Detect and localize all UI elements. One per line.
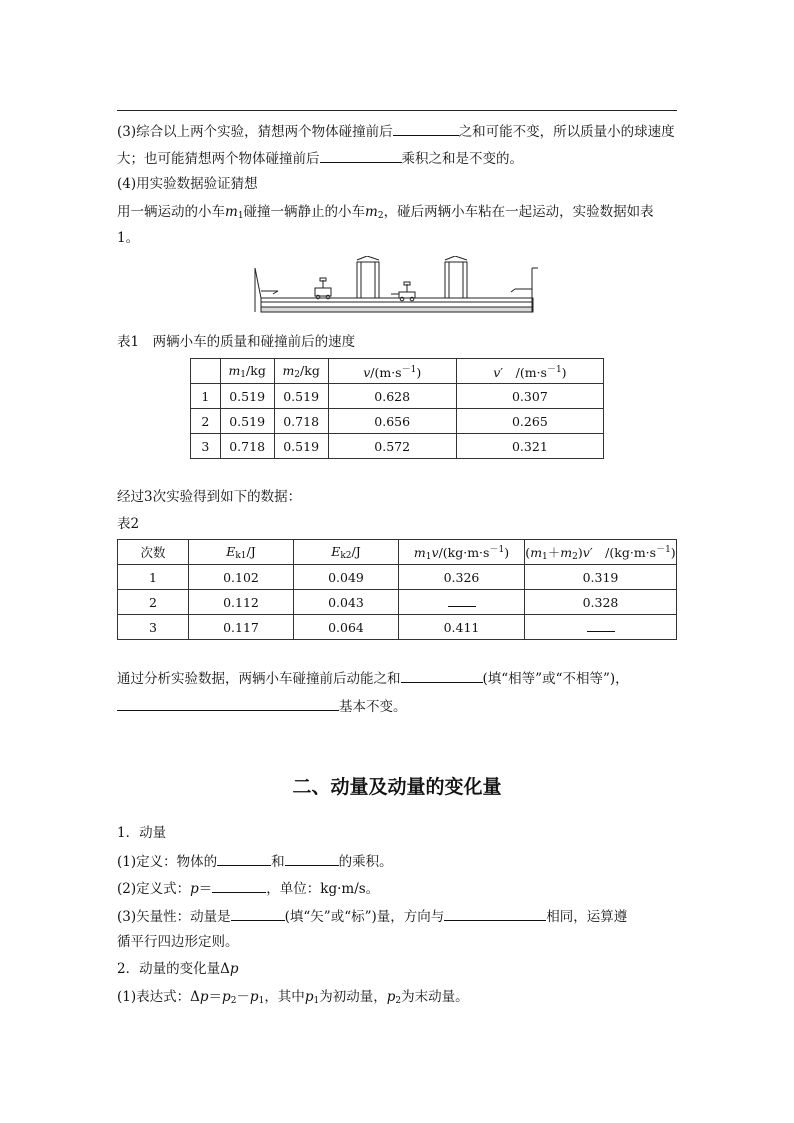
fill-in-cell[interactable] bbox=[525, 615, 677, 640]
paragraph-3-line-1: (3)综合以上两个实验，猜想两个物体碰撞前后 之和可能不变，所以质量小的球速度 bbox=[117, 121, 682, 141]
paragraph-5-line-1: 用一辆运动的小车$m_1$碰撞一辆静止的小车$m_2$，碰后两辆小车粘在一起运动，实验数据如表 bbox=[117, 204, 654, 221]
table-2-header-row bbox=[118, 540, 677, 565]
table1-caption: 表1 两辆小车的质量和碰撞前后的速度 bbox=[117, 334, 356, 350]
header-rule bbox=[117, 110, 677, 111]
table-row: 1 0.519 0.519 0.628 0.307 bbox=[191, 384, 604, 409]
table-1-header-cell bbox=[191, 359, 221, 384]
paragraph-3-line-2: 大；也可能猜想两个物体碰撞前后 乘积之和是不变的。 bbox=[117, 148, 682, 168]
table-row: 2 0.112 0.043 0.328 bbox=[118, 590, 677, 615]
table-row: 2 0.519 0.718 0.656 0.265 bbox=[191, 409, 604, 434]
table-2-header-cell: $E_{k2}/J$ bbox=[294, 540, 399, 565]
table-2-header-cell: $E_{k1}/J$ bbox=[189, 540, 294, 565]
table-2 bbox=[117, 539, 677, 640]
table-2-header-cell: $m_1v/(kg\cdot m\cdot s^{-1})$ bbox=[399, 540, 525, 565]
section-title: 二、动量及动量的变化量 bbox=[292, 776, 502, 798]
after-three-experiments: 经过3次实验得到如下的数据： bbox=[117, 489, 302, 505]
blank-4[interactable] bbox=[117, 696, 339, 711]
blank-2[interactable] bbox=[320, 148, 402, 163]
table-1-header-cell: $m_2/kg$ bbox=[274, 359, 328, 384]
item-1-title: 1．动量 bbox=[117, 825, 167, 841]
fill-in-cell[interactable] bbox=[399, 590, 525, 615]
blank-3[interactable] bbox=[401, 668, 483, 683]
blank-8[interactable] bbox=[231, 906, 285, 921]
table-row: 1 0.102 0.049 0.326 0.319 bbox=[118, 565, 677, 590]
table-1-header-row bbox=[191, 359, 604, 384]
blank-1[interactable] bbox=[393, 121, 459, 136]
table2-caption: 表2 bbox=[117, 516, 140, 532]
fill-in-blank[interactable] bbox=[448, 594, 476, 607]
table-1-header-cell: $m_1/kg$ bbox=[220, 359, 274, 384]
item-1-definition: (1)定义：物体的 和 的乘积。 bbox=[117, 851, 682, 871]
table-1 bbox=[190, 358, 604, 459]
table-2-header-cell: $(m_1+m_2)v'$ $/(kg\cdot m\cdot s^{-1})$ bbox=[525, 540, 677, 565]
item-1-vector-line-2: 循平行四边形定则。 bbox=[117, 934, 239, 950]
paragraph-4: (4)用实验数据验证猜想 bbox=[117, 176, 258, 192]
item-2-title: 2．动量的变化量Δp bbox=[117, 961, 239, 977]
item-2-expression: (1)表达式：$\Delta p=p_2-p_1$，其中$p_1$为初动量，$p_2$为末动量。 bbox=[117, 989, 469, 1006]
blank-6[interactable] bbox=[285, 851, 339, 866]
blank-5[interactable] bbox=[217, 851, 271, 866]
table-1-header-cell: v′ $/(m\cdot s^{-1})$ bbox=[456, 359, 603, 384]
analysis-line-1: 通过分析实验数据，两辆小车碰撞前后动能之和 (填“相等”或“不相等”)， bbox=[117, 668, 682, 688]
apparatus-figure bbox=[253, 256, 539, 318]
table-row: 3 0.117 0.064 0.411 bbox=[118, 615, 677, 640]
table-row: 3 0.718 0.519 0.572 0.321 bbox=[191, 434, 604, 459]
table-2-header-cell: 次数 bbox=[118, 540, 189, 565]
blank-9[interactable] bbox=[444, 906, 546, 921]
blank-7[interactable] bbox=[212, 878, 266, 893]
fill-in-blank[interactable] bbox=[587, 619, 615, 632]
paragraph-5-line-2: 1。 bbox=[117, 230, 140, 246]
item-1-vector-line-1: (3)矢量性：动量是 (填“矢”或“标”)量，方向与 相同，运算遵 bbox=[117, 906, 682, 926]
table-1-header-cell: $v/(m\cdot s^{-1})$ bbox=[328, 359, 456, 384]
item-1-formula: (2)定义式：p＝ ，单位：kg·m/s。 bbox=[117, 878, 682, 898]
analysis-line-2: 基本不变。 bbox=[117, 696, 682, 716]
